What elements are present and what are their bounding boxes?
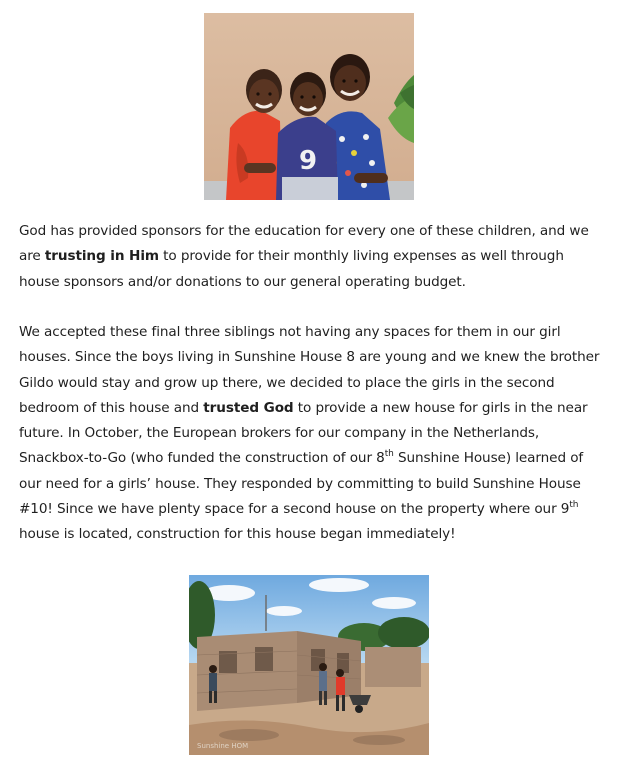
construction-photo-illustration <box>189 575 429 755</box>
paragraph-sponsors <box>19 219 604 295</box>
paragraph1-text-start: God has provided sponsors for the education for every one of these children, and we are <box>19 223 589 265</box>
photo-watermark: Sunshine HOM <box>197 742 249 750</box>
children-photo <box>204 13 414 200</box>
children-photo-illustration <box>204 13 414 200</box>
jersey-number: 9 <box>298 146 318 176</box>
ordinal-suffix-8th: th <box>384 449 394 460</box>
paragraph2-text-2: to provide a new house for girls in the near future. In October, the European brokers for our company in the Netherlands, Snackbox-to-Go (who funded the construction of our 8 <box>19 399 588 467</box>
paragraph2-text-1: We accepted these final three siblings not having any spaces for them in our girl houses. Since the boys living in Sunshine House 8 are young and we knew the brother Gildo would stay and grow up there, we decided to place the girls in the second bedroom of this house and <box>19 324 600 416</box>
paragraph-siblings <box>19 320 604 548</box>
paragraph2-text-3: Sunshine House) learned of our need for a girls’ house. They responded by committing to build Sunshine House #10! Since we have plenty space for a second house on the property where our 9 <box>19 450 584 518</box>
paragraph1-bold-trusting: trusting in Him <box>44 248 159 265</box>
paragraph2-bold-trusted: trusted God <box>203 399 294 416</box>
paragraph2-text-4: house is located, construction for this house began immediately! <box>19 526 456 543</box>
construction-photo <box>189 575 429 755</box>
paragraph1-text-end: to provide for their monthly living expenses as well through house sponsors and/or donations to our general operating budget. <box>19 248 564 290</box>
ordinal-suffix-9th: th <box>569 500 579 511</box>
